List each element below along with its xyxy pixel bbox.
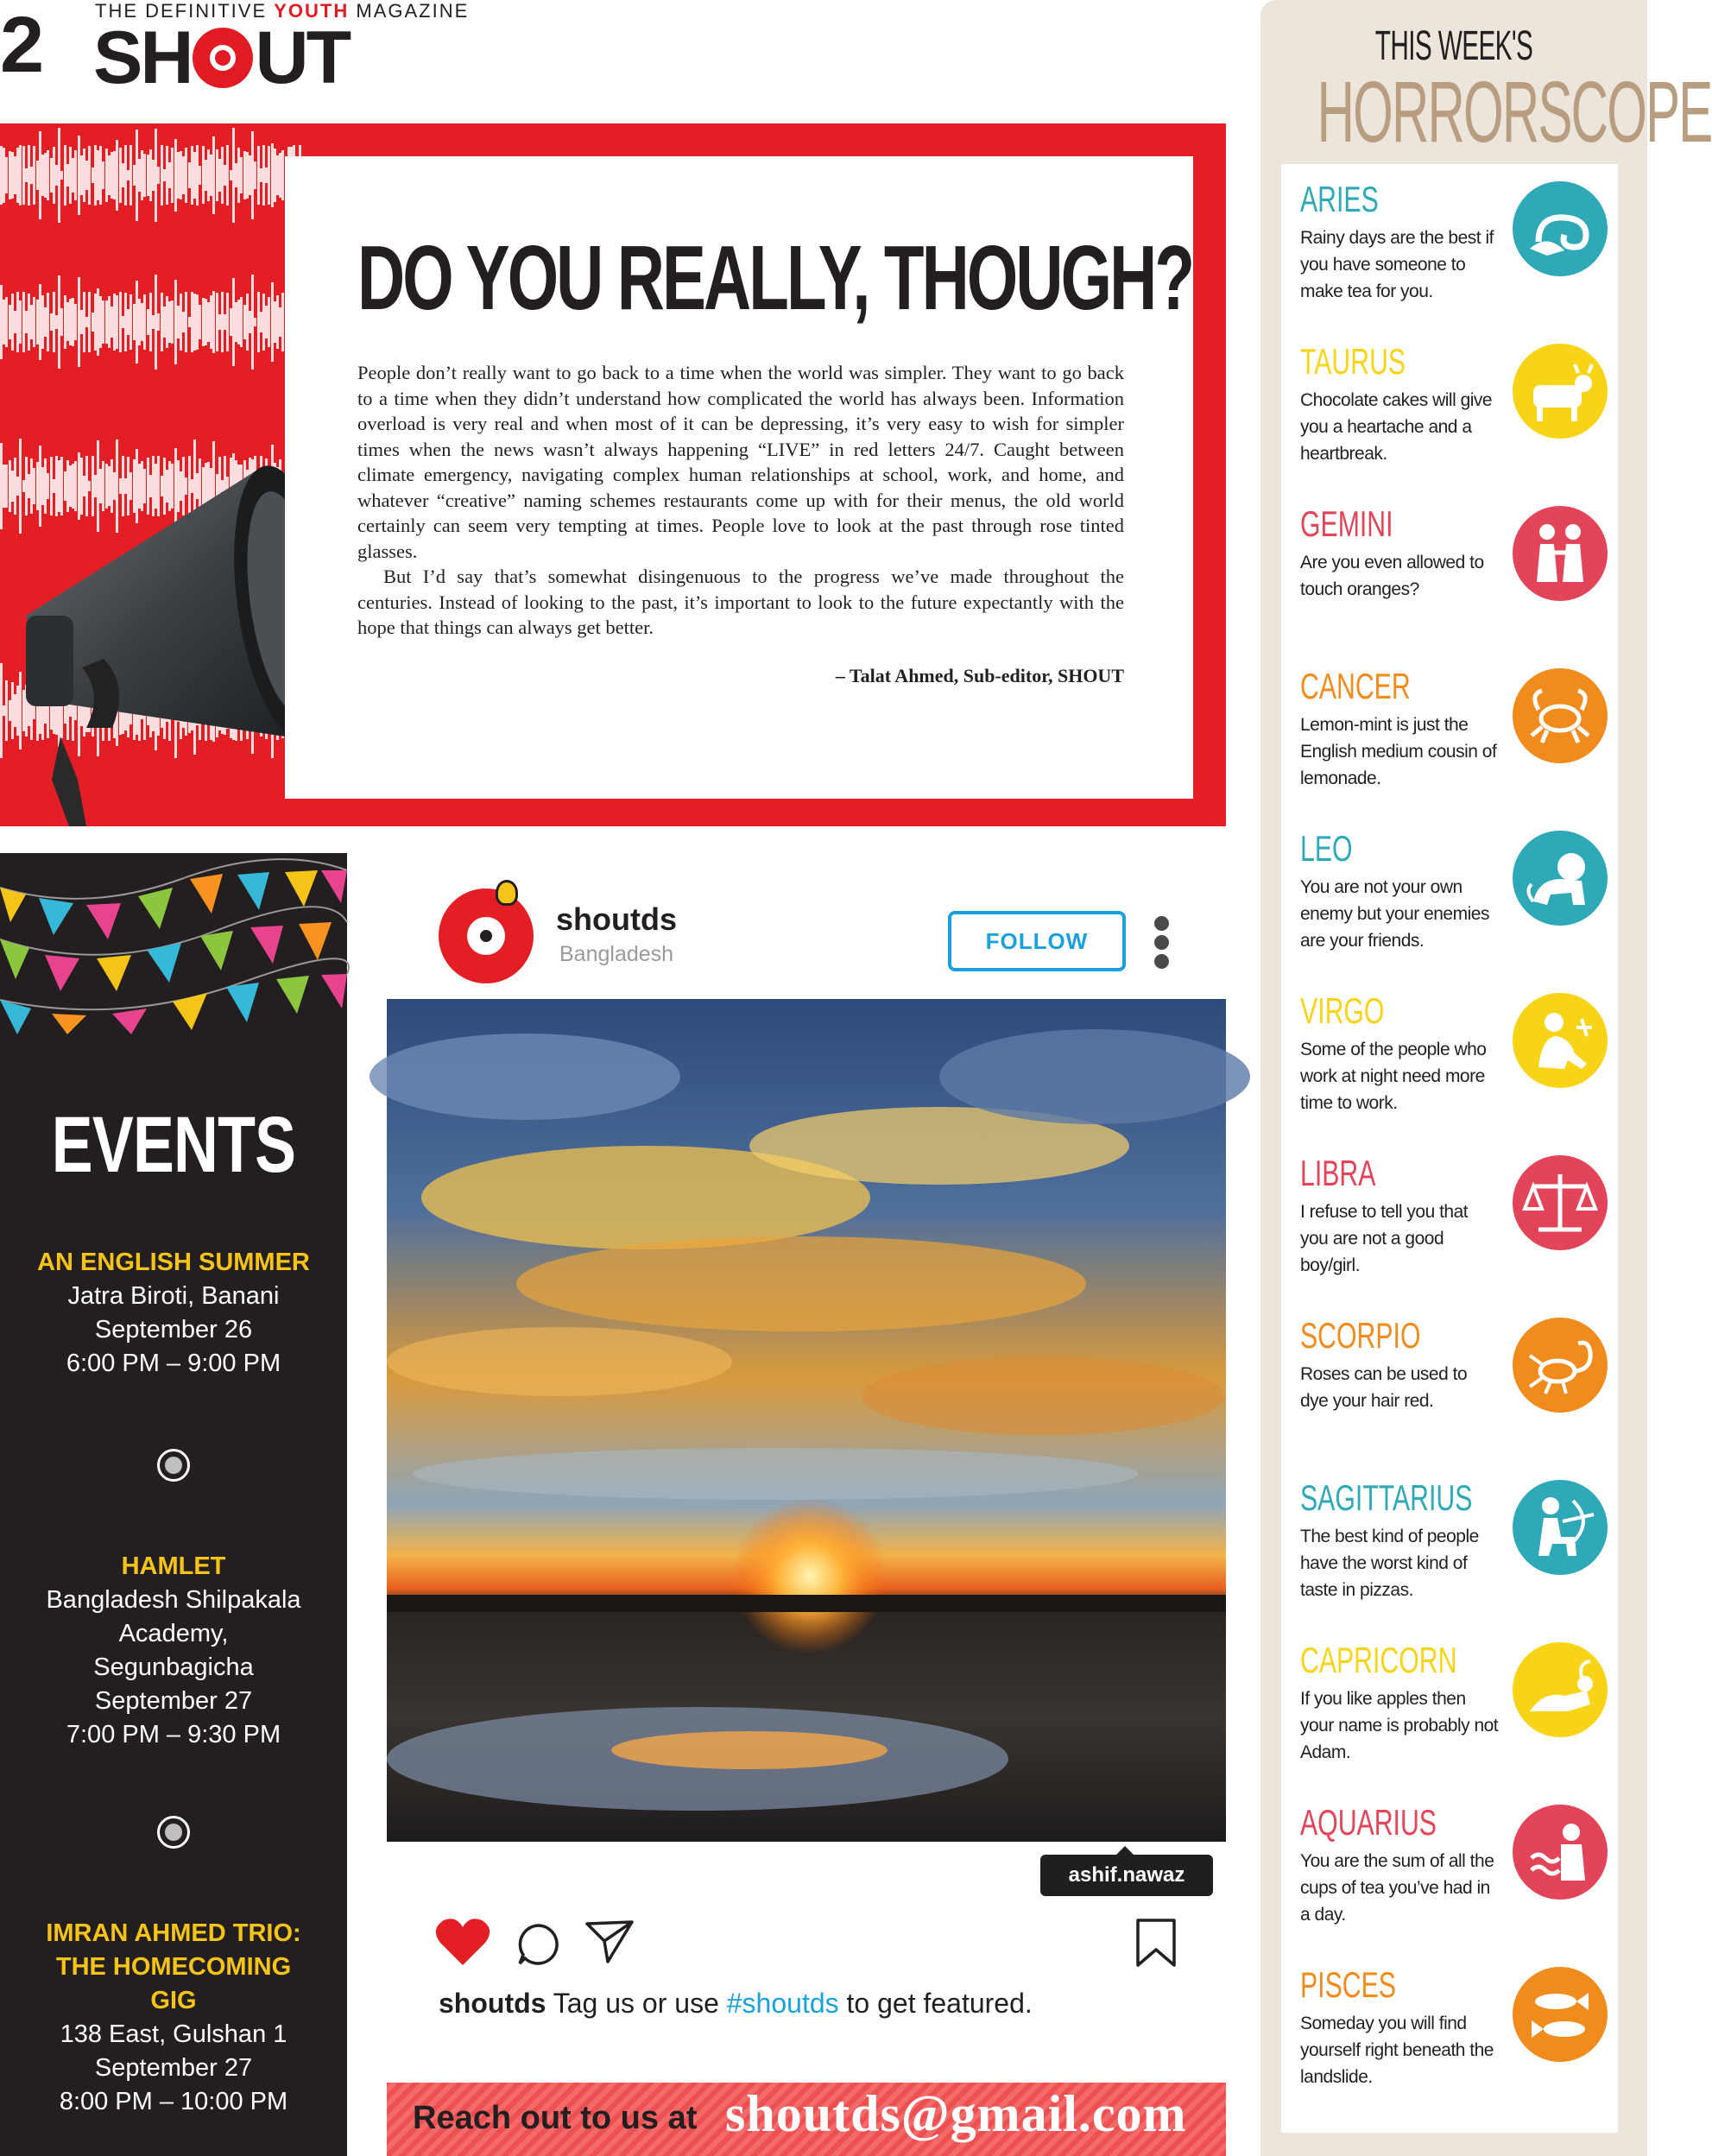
contact-banner: [387, 2083, 1226, 2156]
editorial-signature: – Talat Ahmed, Sub-editor, SHOUT: [835, 664, 1124, 686]
editorial-paragraph: But I’d say that’s somewhat disingenuous to the progress we’ve made throughout the centuries. Instead of looking to the past, it’s important to look to the future expectantly with the hope that things can always get better.: [357, 566, 1124, 638]
horoscope-item-taurus: [1281, 326, 1618, 489]
scorpion-icon: [1513, 1318, 1608, 1413]
follow-button[interactable]: FOLLOW: [948, 911, 1126, 971]
sign-name: SCORPIO: [1300, 1315, 1421, 1356]
bookmark-icon[interactable]: [1134, 1917, 1178, 1969]
event-detail: Bangladesh Shilpakala: [46, 1586, 301, 1614]
tagline-post: MAGAZINE: [349, 0, 470, 22]
archer-icon: [1513, 1480, 1608, 1575]
sign-text: Are you even allowed to touch oranges?: [1300, 553, 1484, 599]
event-separator-icon: [157, 1816, 190, 1849]
caption-text: to get featured.: [838, 1988, 1033, 2019]
logo-text-start: SH: [93, 16, 192, 99]
heart-icon[interactable]: [435, 1917, 490, 1967]
event-detail: Jatra Biroti, Banani: [67, 1282, 280, 1310]
lightbulb-icon: [496, 880, 518, 906]
bull-icon: [1513, 344, 1608, 439]
sign-name: PISCES: [1300, 1964, 1396, 2005]
horoscope-item-capricorn: [1281, 1625, 1618, 1787]
scales-icon: [1513, 1155, 1608, 1250]
fish-icon: [1513, 1967, 1608, 2062]
event-detail: 6:00 PM – 9:00 PM: [66, 1350, 281, 1377]
editorial-section: [0, 123, 1226, 826]
comment-icon[interactable]: [516, 1922, 561, 1967]
event-detail: September 27: [94, 2054, 253, 2082]
sign-text: The best kind of people have the worst kind of taste in pizzas.: [1300, 1527, 1479, 1600]
contact-label: Reach out to us at: [413, 2100, 698, 2136]
event-name: THE HOMECOMING: [55, 1953, 292, 1981]
sign-text: Chocolate cakes will give you a heartache and a heartbreak.: [1300, 390, 1493, 464]
tagline-highlight: YOUTH: [274, 0, 350, 22]
event-detail: 8:00 PM – 10:00 PM: [59, 2088, 288, 2115]
horoscope-item-pisces: [1281, 1950, 1618, 2112]
water-bearer-icon: [1513, 1805, 1608, 1900]
sign-text: Rainy days are the best if you have someone to make tea for you.: [1300, 228, 1494, 301]
ram-icon: [1513, 181, 1608, 276]
event-name: GIG: [150, 1987, 197, 2014]
crab-icon: [1513, 668, 1608, 763]
horoscope-item-libra: [1281, 1138, 1618, 1300]
masthead: [0, 0, 470, 99]
events-title: EVENTS: [51, 1101, 296, 1189]
horoscope-column: [1260, 0, 1712, 2156]
contact-email-link[interactable]: shoutds@gmail.com: [725, 2085, 1187, 2142]
instagram-post: [387, 868, 1226, 2156]
editorial-title: DO YOU REALLY, THOUGH?: [357, 227, 1193, 329]
event-item: [0, 1246, 347, 1381]
twins-icon: [1513, 506, 1608, 601]
event-item: [0, 1550, 347, 1752]
more-options-icon[interactable]: [1154, 916, 1170, 970]
sign-name: AQUARIUS: [1300, 1802, 1437, 1843]
logo-text-end: UT: [255, 16, 350, 99]
event-name: HAMLET: [121, 1552, 226, 1580]
horoscope-item-sagittarius: [1281, 1463, 1618, 1625]
event-detail: September 26: [94, 1316, 253, 1344]
horoscope-item-leo: [1281, 813, 1618, 976]
sign-text: Roses can be used to dye your hair red.: [1300, 1364, 1468, 1411]
tagline-pre: THE DEFINITIVE: [95, 0, 275, 22]
post-actions: [435, 1917, 1178, 1969]
horoscope-item-aquarius: [1281, 1787, 1618, 1950]
sign-name: LIBRA: [1300, 1153, 1376, 1193]
goat-icon: [1513, 1642, 1608, 1737]
post-location[interactable]: Bangladesh: [559, 942, 674, 966]
editorial-body: [357, 360, 1124, 641]
sign-name: VIRGO: [1300, 990, 1385, 1031]
horoscope-item-gemini: [1281, 489, 1618, 651]
sign-text: You are the sum of all the cups of tea you’ve had in a day.: [1300, 1851, 1494, 1925]
logo-o-icon: [193, 28, 253, 88]
sign-text: Some of the people who work at night need more time to work.: [1300, 1040, 1487, 1113]
sign-text: Someday you will find yourself right beneath the landslide.: [1300, 2014, 1494, 2087]
maiden-icon: [1513, 993, 1608, 1088]
event-detail: Segunbagicha: [93, 1653, 254, 1681]
caption-text: Tag us or use: [546, 1988, 727, 2019]
sign-name: ARIES: [1300, 179, 1379, 219]
sign-name: CANCER: [1300, 666, 1411, 706]
horoscope-item-cancer: [1281, 651, 1618, 813]
sign-text: I refuse to tell you that you are not a good boy/girl.: [1300, 1202, 1469, 1275]
sign-name: TAURUS: [1300, 341, 1406, 382]
event-separator-icon: [157, 1449, 190, 1482]
horoscope-title-line1: THIS WEEK'S: [1374, 23, 1533, 69]
event-item: [0, 1917, 347, 2119]
sign-name: LEO: [1300, 828, 1353, 869]
event-detail: 138 East, Gulshan 1: [60, 2020, 287, 2048]
event-detail: September 27: [94, 1687, 253, 1715]
post-caption: [439, 1987, 1033, 2020]
bunting-decoration: [0, 853, 347, 1034]
event-detail: 7:00 PM – 9:30 PM: [66, 1721, 281, 1748]
event-name: AN ENGLISH SUMMER: [37, 1249, 310, 1276]
avatar[interactable]: [439, 888, 534, 983]
horoscope-list: [1281, 164, 1618, 2133]
lion-icon: [1513, 831, 1608, 926]
photo-tag[interactable]: ashif.nawaz: [1040, 1855, 1213, 1896]
caption-hashtag[interactable]: #shoutds: [726, 1988, 839, 2019]
post-username[interactable]: shoutds: [556, 901, 677, 937]
sign-name: GEMINI: [1300, 503, 1393, 544]
sign-name: CAPRICORN: [1300, 1640, 1457, 1680]
horoscope-item-aries: [1281, 164, 1618, 326]
events-column: [0, 853, 347, 2156]
shout-logo: [93, 16, 350, 99]
horoscope-title-line2: HORRORSCOPE: [1317, 64, 1712, 161]
event-name: IMRAN AHMED TRIO:: [46, 1919, 301, 1947]
horoscope-item-scorpio: [1281, 1300, 1618, 1463]
editorial-paragraph: People don’t really want to go back to a time when the world was simpler. They want to go back to a time when they didn’t understand how complicated the world has always been. Information overload is very real and when most of it can be depressing, it’s very easy to wish for simpler times when the news wasn’t always happening “LIVE” in red letters 24/7. Caught between climate emergency, navigating complex human relationships at school, work, and home, and whatever “creative” naming schemes restaurants come up with for their menus, the old world certainly can seem very tempting at times. People love to look at the past through rose tinted glasses.: [357, 362, 1124, 562]
sign-text: Lemon-mint is just the English medium cousin of lemonade.: [1300, 715, 1497, 788]
event-detail: Academy,: [118, 1620, 229, 1647]
share-icon[interactable]: [584, 1919, 635, 1965]
page-number: 2: [0, 1, 45, 89]
editorial-card: [285, 156, 1193, 799]
sign-text: You are not your own enemy but your enemies are your friends.: [1300, 877, 1489, 951]
post-photo[interactable]: [387, 999, 1226, 1842]
horoscope-item-virgo: [1281, 976, 1618, 1138]
sign-name: SAGITTARIUS: [1300, 1477, 1473, 1518]
caption-username[interactable]: shoutds: [439, 1988, 546, 2019]
sign-text: If you like apples then your name is probably not Adam.: [1300, 1689, 1499, 1762]
